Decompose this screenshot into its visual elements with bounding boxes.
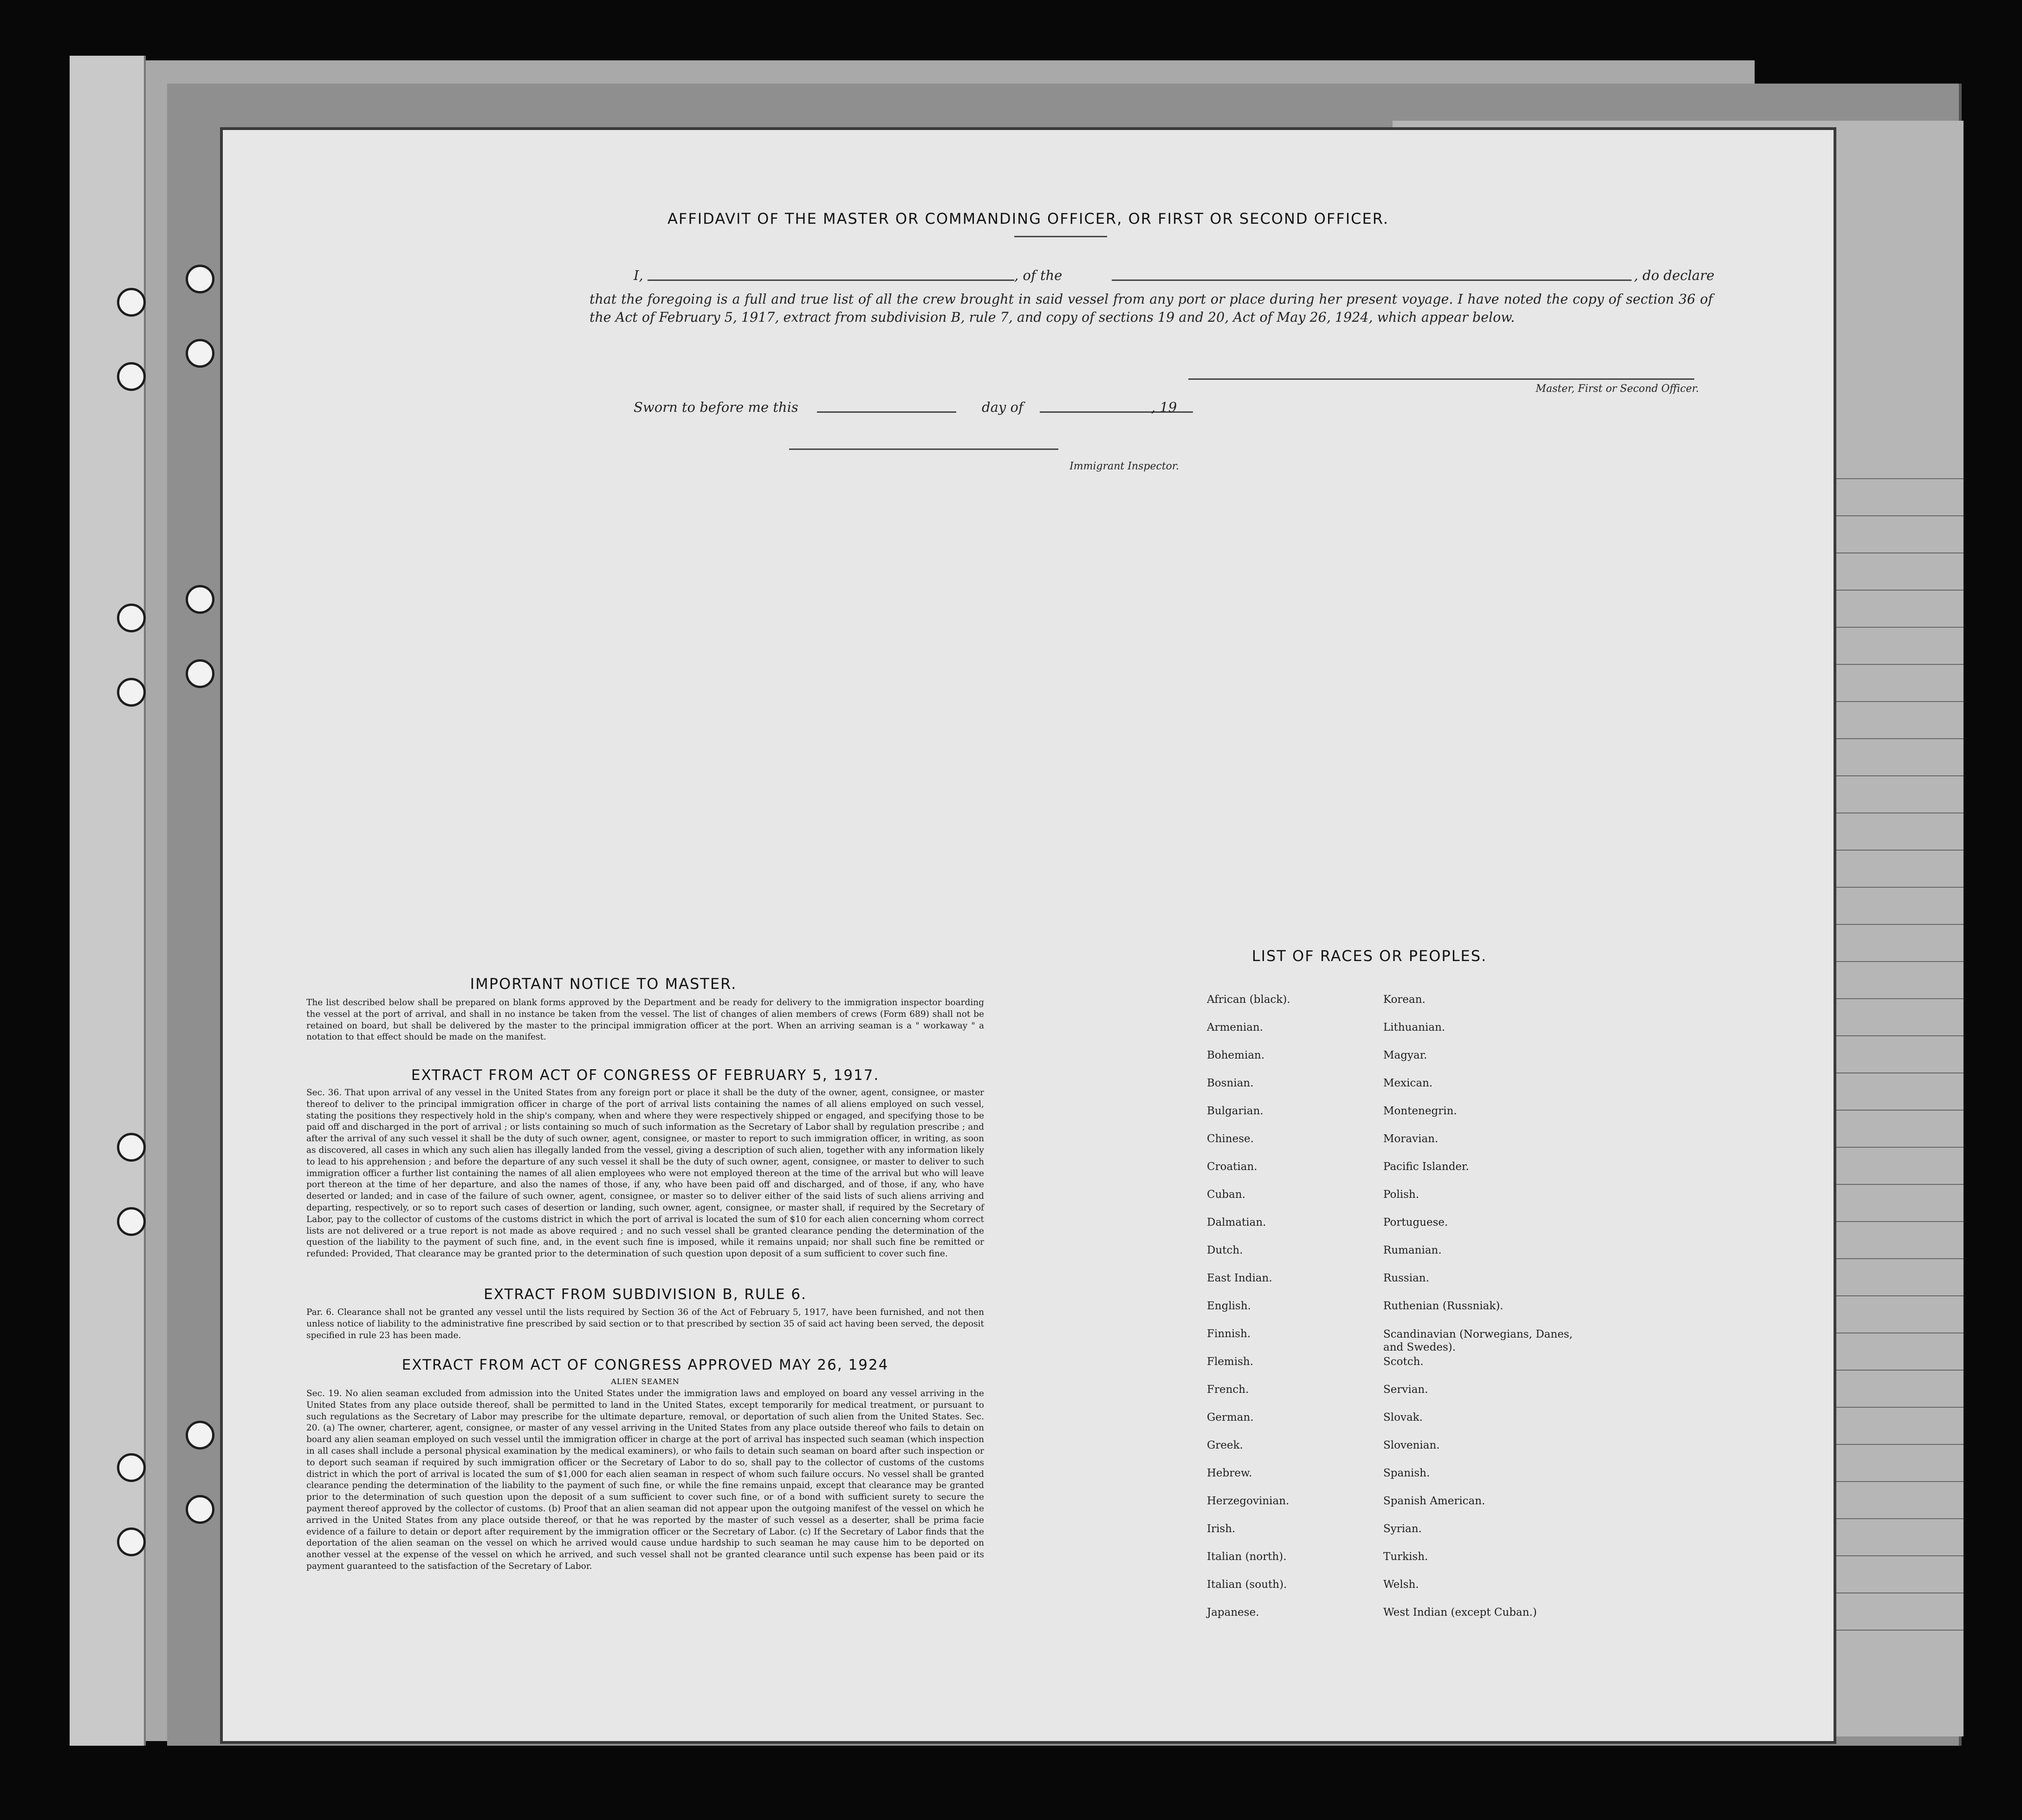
race-left: Italian (north). <box>1207 1551 1287 1563</box>
races-title: LIST OF RACES OR PEOPLES. <box>1251 947 1487 965</box>
race-left: Croatian. <box>1207 1161 1257 1173</box>
race-right: Moravian. <box>1383 1133 1439 1145</box>
race-left: Chinese. <box>1207 1133 1254 1145</box>
punch-hole <box>117 288 146 317</box>
race-right: West Indian (except Cuban.) <box>1383 1606 1537 1618</box>
extract-1917-title: EXTRACT FROM ACT OF CONGRESS OF FEBRUARY 5, 1917. <box>411 1067 880 1084</box>
race-left: Cuban. <box>1207 1189 1245 1201</box>
signature-label: Master, First or Second Officer. <box>1536 383 1699 395</box>
race-left: Hebrew. <box>1207 1467 1252 1479</box>
race-left: Irish. <box>1207 1523 1236 1535</box>
race-right: Magyar. <box>1383 1049 1427 1061</box>
race-right: Welsh. <box>1383 1579 1419 1591</box>
punch-hole <box>186 659 214 688</box>
punch-hole <box>186 265 214 293</box>
affidavit-title: AFFIDAVIT OF THE MASTER OR COMMANDING OFFICER, OR FIRST OR SECOND OFFICER. <box>668 210 1389 228</box>
punch-hole <box>186 1495 214 1524</box>
notice-text: The list described below shall be prepared on blank forms approved by the Department and be ready for delivery to the immigration inspector boarding the vessel at the port of arrival, and shall in no instance be taken from the vessel. The list of changes of alien members of crews (Form 689) shall not be retained on board, but shall be delivered by the master to the principal immigration officer at the port. When an arriving seaman is a " workaway " a notation to that effect should be made on the manifest. <box>306 998 984 1042</box>
race-left: Bosnian. <box>1207 1077 1254 1089</box>
declaration-end: , do declare <box>1634 267 1715 283</box>
extract-rule6-text: Par. 6. Clearance shall not be granted any vessel until the lists required by Section 36 of the Act of February 5, 1917, have been furnished, and not then unless notice of liability to the administrative fine prescribed by said section or to that prescribed by section 35 of said act having been served, the deposit specified in rule 23 has been made. <box>306 1307 984 1340</box>
race-right: Spanish. <box>1383 1467 1430 1479</box>
race-left: African (black). <box>1207 994 1290 1006</box>
punch-hole <box>117 604 146 632</box>
race-right: Scotch. <box>1383 1356 1424 1368</box>
race-right: Slovak. <box>1383 1411 1423 1424</box>
affidavit-page <box>223 130 1834 1741</box>
extract-rule6-title: EXTRACT FROM SUBDIVISION B, RULE 6. <box>484 1286 807 1303</box>
race-right: Mexican. <box>1383 1077 1433 1089</box>
inspector-label: Immigrant Inspector. <box>1069 461 1179 472</box>
name-field[interactable] <box>648 280 1014 281</box>
race-left: French. <box>1207 1384 1249 1396</box>
race-right: Polish. <box>1383 1189 1419 1201</box>
race-left: East Indian. <box>1207 1272 1272 1284</box>
punch-hole <box>186 585 214 614</box>
race-right: Lithuanian. <box>1383 1021 1445 1034</box>
race-right: Servian. <box>1383 1384 1428 1396</box>
race-left: German. <box>1207 1411 1254 1424</box>
punch-hole <box>117 1528 146 1556</box>
race-right: Ruthenian (Russniak). <box>1383 1300 1504 1312</box>
extract-1924-title: EXTRACT FROM ACT OF CONGRESS APPROVED MAY 26, 1924 <box>402 1357 889 1373</box>
race-left: Dalmatian. <box>1207 1216 1266 1228</box>
race-left: Flemish. <box>1207 1356 1254 1368</box>
race-right: Montenegrin. <box>1383 1105 1457 1117</box>
punch-hole <box>117 678 146 707</box>
punch-hole <box>117 1207 146 1236</box>
race-right: Russian. <box>1383 1272 1429 1284</box>
race-right: Scandinavian (Norwegians, Danes, and Swedes). <box>1383 1328 1573 1353</box>
race-left: Greek. <box>1207 1439 1243 1451</box>
punch-hole <box>117 362 146 391</box>
affidavit-statement: that the foregoing is a full and true list of all the crew brought in said vessel from any port or place during her present voyage. I have noted the copy of section 36 of the Act of February 5, 1917, extract from subdivision B, rule 7, and copy of sections 19 and 20, Act of May 26, 1924, which appear below. <box>590 292 1713 325</box>
sworn-day-field[interactable] <box>817 411 956 413</box>
race-right: Syrian. <box>1383 1523 1422 1535</box>
sworn-day-label: day of <box>982 399 1024 415</box>
sworn-prefix: Sworn to before me this <box>634 399 798 415</box>
race-left: Herzegovinian. <box>1207 1495 1290 1507</box>
extract-1917-text: Sec. 36. That upon arrival of any vessel in the United States from any foreign port or place it shall be the duty of the owner, agent, consignee, or master thereof to deliver to the principal immigration officer in charge of the port of arrival lists containing the names of all aliens employed on such vessel, stating the positions they respectively hold in the ship's company, when and where they were respectively shipped or engaged, and specifying those to be paid off and discharged in the port of arrival ; or lists containing so much of such information as the Secretary of Labor shall by regulation prescribe ; and after the arrival of any such vessel it shall be the duty of such owner, agent, consignee, or master to report to such immigration officer, in writing, as soon as discovered, all cases in which any such alien has illegally landed from the vessel, giving a description of such alien, together with any information likely to lead to his apprehension ; and before the departure of any such vessel it shall be the duty of such owner, agent, consignee, or master to deliver to such immigration officer a further list containing the names of all alien employees who were not employed thereon at the time of the arrival but who will leave port thereon at the time of her departure, and also the names of those, if any, who have been paid off and discharged, and of those, if any, who have deserted or landed; and in case of the failure of such owner, agent, consignee, or master so to deliver either of the said lists of such aliens arriving and departing, respectively, or so to report such cases of desertion or landing, such owner, agent, consignee, or master shall, if required by the Secretary of Labor, pay to the collector of customs of the customs district in which the port of arrival is located the sum of $10 for each alien concerning whom correct lists are not delivered or a true report is not made as above required ; and no such vessel shall be granted clearance pending the determination of the question of the liability to the payment of such fine, and, in the event such fine is imposed, while it remains unpaid; nor shall such fine be remitted or refunded: Provided, That clearance may be granted prior to the determination of such question upon deposit of a sum sufficient to cover such fine. <box>306 1088 984 1259</box>
vessel-field[interactable] <box>1112 280 1632 281</box>
race-right: Pacific Islander. <box>1383 1161 1469 1173</box>
extract-1924-subtitle: ALIEN SEAMEN <box>611 1377 680 1386</box>
signature-field[interactable] <box>1188 378 1694 380</box>
race-left: Italian (south). <box>1207 1579 1287 1591</box>
race-left: Bulgarian. <box>1207 1105 1264 1117</box>
notice-title: IMPORTANT NOTICE TO MASTER. <box>470 975 737 993</box>
race-right: Slovenian. <box>1383 1439 1440 1451</box>
inspector-signature-field[interactable] <box>789 448 1058 450</box>
race-left: Armenian. <box>1207 1021 1264 1034</box>
race-left: Finnish. <box>1207 1328 1251 1340</box>
extract-1924-text: Sec. 19. No alien seaman excluded from admission into the United States under the immigration laws and employed on board any vessel arriving in the United States from any place outside thereof, shall be permitted to land in the United States, except temporarily for medical treatment, or pursuant to such regulations as the Secretary of Labor may prescribe for the ultimate departure, removal, or deportation of such alien from the United States. Sec. 20. (a) The owner, charterer, agent, consignee, or master of any vessel arriving in the United States from any place outside thereof who fails to detain on board any alien seaman employed on such vessel until the immigration officer in charge at the port of arrival has inspected such seaman (which inspection in all cases shall include a personal physical examination by the medical examiners), or who fails to detain such seaman on board after such inspection or to deport such seaman if required by such immigration officer or the Secretary of Labor to do so, shall pay to the collector of customs of the customs district in which the port of arrival is located the sum of $1,000 for each alien seaman in respect of whom such failure occurs. No vessel shall be granted clearance pending the determination of the liability to the payment of such fine, or while the fine remains unpaid, except that clearance may be granted prior to the determination of such question upon the deposit of a sum sufficient to cover such fine, or of a bond with sufficient surety to secure the payment thereof approved by the collector of customs. (b) Proof that an alien seaman did not appear upon the outgoing manifest of the vessel on which he arrived in the United States from any place outside thereof, or that he was reported by the master of such vessel as a deserter, shall be prima facie evidence of a failure to detain or deport after requirement by the immigration officer or the Secretary of Labor. (c) If the Secretary of Labor finds that the deportation of the alien seaman on the vessel on which he arrived would cause undue hardship to such seaman he may cause him to be deported on another vessel at the expense of the vessel on which he arrived, and such vessel shall not be granted clearance until such expense has been paid or its payment guaranteed to the satisfaction of the Secretary of Labor. <box>306 1389 984 1571</box>
race-right: Turkish. <box>1383 1551 1428 1563</box>
punch-hole <box>117 1453 146 1482</box>
punch-hole <box>117 1133 146 1162</box>
race-right: Portuguese. <box>1383 1216 1448 1228</box>
race-left: Dutch. <box>1207 1244 1243 1256</box>
punch-hole <box>186 1421 214 1450</box>
divider <box>1014 236 1107 237</box>
race-right: Spanish American. <box>1383 1495 1485 1507</box>
race-left: Japanese. <box>1207 1606 1259 1618</box>
race-right: Rumanian. <box>1383 1244 1442 1256</box>
race-right: Korean. <box>1383 994 1426 1006</box>
race-left: Bohemian. <box>1207 1049 1265 1061</box>
punch-hole <box>186 339 214 368</box>
declaration-of: , of the <box>1014 267 1063 283</box>
sworn-year-label: , 19 <box>1151 399 1177 415</box>
race-left: English. <box>1207 1300 1251 1312</box>
declaration-i: I, <box>634 267 643 283</box>
